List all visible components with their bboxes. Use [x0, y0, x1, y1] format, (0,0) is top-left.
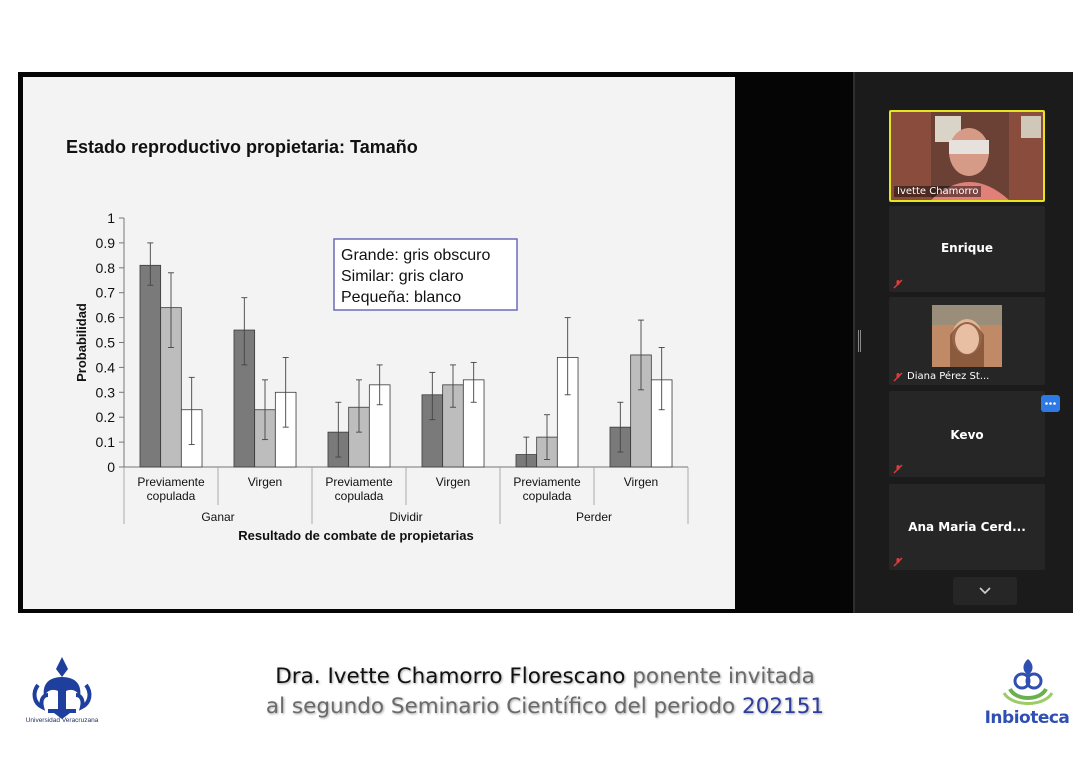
participant-name: Ivette Chamorro	[894, 186, 981, 197]
panel-divider	[853, 72, 855, 613]
legend-line-similar: Similar: gris claro	[341, 268, 464, 285]
legend-box	[334, 239, 517, 310]
x-category-label: Virgen	[435, 475, 471, 489]
bar	[140, 265, 161, 467]
y-tick-label: 0.4	[95, 359, 115, 376]
y-tick-label: 0	[107, 459, 115, 475]
x-group-label: Ganar	[201, 510, 235, 524]
more-options-button[interactable]	[1041, 395, 1060, 412]
caption-line-2	[190, 692, 900, 722]
y-tick-label: 0.5	[95, 334, 115, 351]
speaker-role: ponente invitada	[625, 664, 815, 689]
x-category-label: Previamente copulada	[325, 475, 393, 503]
chevron-down-icon	[953, 577, 1017, 605]
period-code: 202151	[742, 694, 825, 719]
x-group-label: Perder	[575, 510, 613, 524]
participant-name: Kevo	[950, 428, 984, 442]
participant-tile[interactable]	[889, 297, 1045, 385]
x-category-label: Virgen	[247, 475, 283, 489]
avatar	[932, 305, 1002, 367]
participant-name: Enrique	[940, 241, 994, 255]
inbioteca-label: Inbioteca	[984, 708, 1070, 728]
participant-tile[interactable]	[889, 206, 1045, 292]
inbioteca-logo	[988, 655, 1068, 710]
participant-tile[interactable]	[889, 391, 1045, 477]
y-tick-label: 0.3	[95, 384, 115, 401]
mic-muted-icon	[893, 279, 903, 289]
splitter-handle[interactable]	[858, 330, 861, 352]
mic-muted-icon	[893, 557, 903, 567]
x-axis-title: Resultado de combate de propietarias	[238, 528, 474, 543]
presentation-slide	[23, 77, 735, 609]
participant-tile[interactable]	[889, 484, 1045, 570]
shared-screen	[18, 72, 853, 613]
participant-name: Ana Maria Cerd...	[908, 520, 1026, 534]
scroll-participants-down-button[interactable]	[953, 577, 1017, 605]
ellipsis-icon	[1041, 395, 1060, 412]
y-tick-label: 1	[107, 210, 115, 226]
caption-line-1	[190, 662, 900, 692]
x-category-label: Previamente copulada	[137, 475, 205, 503]
event-caption	[190, 662, 900, 722]
mic-muted-icon	[893, 372, 903, 382]
y-tick-label: 0.7	[95, 284, 115, 301]
x-group-label: Dividir	[389, 510, 423, 524]
y-tick-label: 0.2	[95, 409, 115, 426]
legend-line-pequena: Pequeña: blanco	[341, 289, 462, 306]
y-tick-label: 0.6	[95, 309, 115, 326]
mic-muted-icon	[893, 464, 903, 474]
legend-line-grande: Grande: gris obscuro	[341, 247, 491, 264]
seminar-text: al segundo Seminario Científico del periodo	[265, 694, 743, 719]
x-category-label: Previamente copulada	[513, 475, 581, 503]
x-category-label: Virgen	[623, 475, 659, 489]
bar-chart	[23, 77, 735, 609]
speaker-name: Dra. Ivette Chamorro Florescano	[275, 664, 626, 689]
y-tick-label: 0.8	[95, 259, 115, 276]
universidad-veracruzana-label: Universidad Veracruzana	[25, 717, 99, 724]
y-tick-label: 0.9	[95, 234, 115, 251]
y-axis-title: Probabilidad	[74, 303, 89, 382]
y-tick-label: 0.1	[95, 434, 115, 451]
participant-tile-active-speaker[interactable]	[889, 110, 1045, 202]
participant-name: Diana Pérez St...	[907, 371, 990, 382]
slide-title: Estado reproductivo propietaria: Tamaño	[66, 137, 418, 157]
